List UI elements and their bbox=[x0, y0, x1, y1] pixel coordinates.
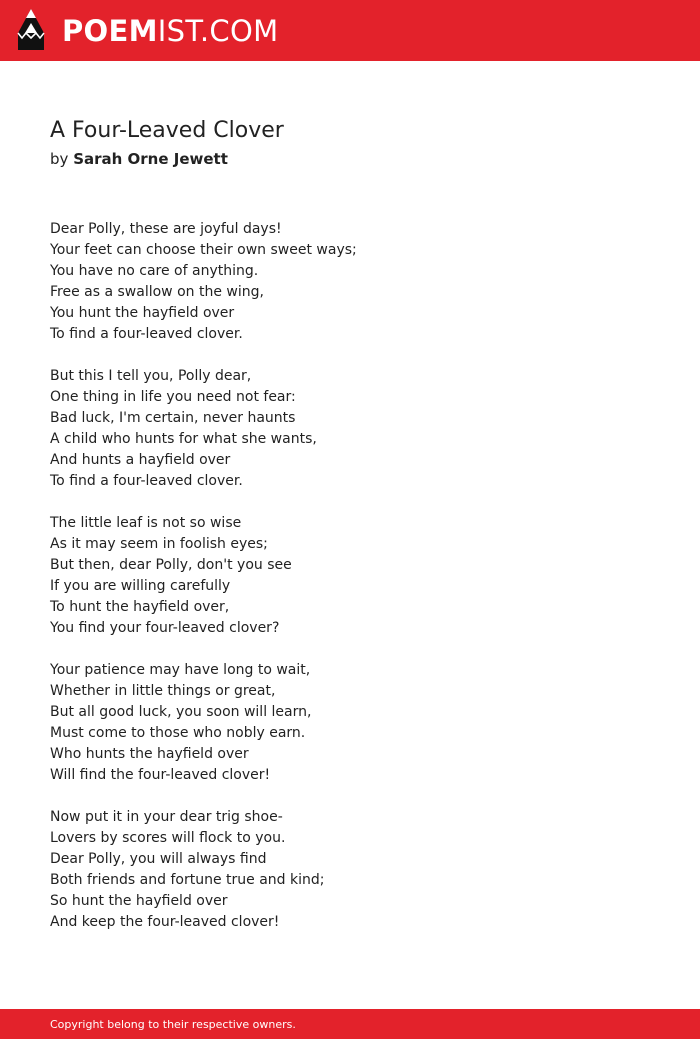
logo-light-text: IST.COM bbox=[157, 14, 279, 48]
poem-line: Your feet can choose their own sweet ways; bbox=[50, 242, 357, 258]
poem-line: To find a four-leaved clover. bbox=[50, 473, 243, 489]
poem-line: To find a four-leaved clover. bbox=[50, 326, 243, 342]
site-footer bbox=[0, 1009, 700, 1039]
poem-line: Your patience may have long to wait, bbox=[50, 662, 311, 678]
poem-line: You find your four-leaved clover? bbox=[50, 620, 280, 636]
stanza bbox=[50, 366, 650, 492]
poem-line: Whether in little things or great, bbox=[50, 683, 276, 699]
copyright-text: Copyright belong to their respective owners. bbox=[50, 1018, 296, 1031]
poem-line: Dear Polly, these are joyful days! bbox=[50, 221, 282, 237]
poem-line: Must come to those who nobly earn. bbox=[50, 725, 306, 741]
poem-line: As it may seem in foolish eyes; bbox=[50, 536, 268, 552]
poem-line: So hunt the hayfield over bbox=[50, 893, 228, 909]
poem-title: A Four-Leaved Clover bbox=[50, 118, 284, 143]
poem-line: Who hunts the hayfield over bbox=[50, 746, 249, 762]
stanza bbox=[50, 660, 650, 786]
site-logo[interactable] bbox=[62, 13, 278, 49]
stanza bbox=[50, 219, 650, 345]
byline bbox=[50, 149, 228, 169]
poem-line: But all good luck, you soon will learn, bbox=[50, 704, 312, 720]
poem-line: Free as a swallow on the wing, bbox=[50, 284, 264, 300]
poem-line: Bad luck, I'm certain, never haunts bbox=[50, 410, 296, 426]
poem-line: Both friends and fortune true and kind; bbox=[50, 872, 325, 888]
poem-line: Will find the four-leaved clover! bbox=[50, 767, 271, 783]
poem-line: You hunt the hayfield over bbox=[50, 305, 235, 321]
poem-line: If you are willing carefully bbox=[50, 578, 231, 594]
poem-body bbox=[50, 219, 650, 954]
pencil-tip-icon bbox=[17, 9, 45, 51]
poem-line: To hunt the hayfield over, bbox=[50, 599, 230, 615]
logo-bold-text: POEM bbox=[62, 14, 158, 48]
poem-line: Lovers by scores will flock to you. bbox=[50, 830, 286, 846]
by-label: by bbox=[50, 150, 69, 168]
poem-line: The little leaf is not so wise bbox=[50, 515, 242, 531]
stanza bbox=[50, 513, 650, 639]
poem-line: A child who hunts for what she wants, bbox=[50, 431, 317, 447]
poem-line: Now put it in your dear trig shoe- bbox=[50, 809, 283, 825]
poem-line: And hunts a hayfield over bbox=[50, 452, 231, 468]
author-name: Sarah Orne Jewett bbox=[73, 150, 228, 168]
poem-line: But this I tell you, Polly dear, bbox=[50, 368, 252, 384]
poem-line: And keep the four-leaved clover! bbox=[50, 914, 280, 930]
poem-line: But then, dear Polly, don't you see bbox=[50, 557, 292, 573]
stanza bbox=[50, 807, 650, 933]
site-header bbox=[0, 0, 700, 61]
poem-line: One thing in life you need not fear: bbox=[50, 389, 296, 405]
poem-line: You have no care of anything. bbox=[50, 263, 259, 279]
poem-line: Dear Polly, you will always find bbox=[50, 851, 267, 867]
